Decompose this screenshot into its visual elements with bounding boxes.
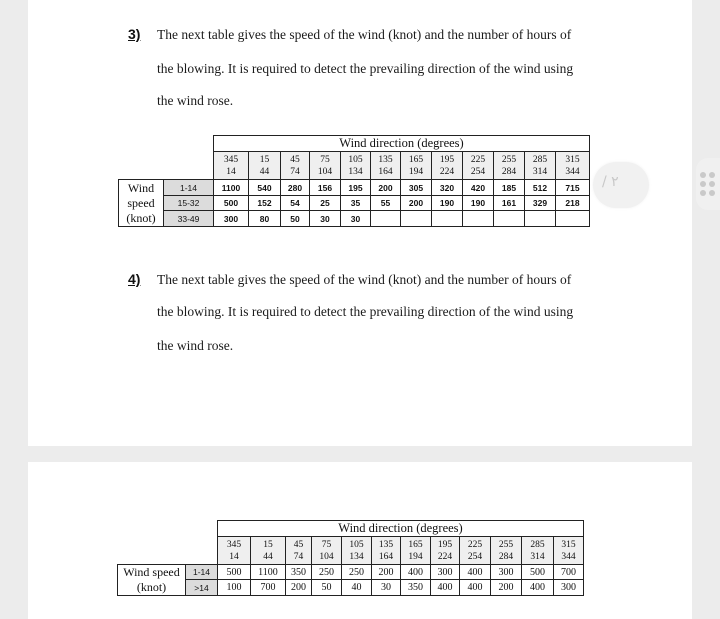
value-cell: 715: [556, 180, 590, 196]
value-cell: 40: [342, 580, 372, 596]
table-row: [119, 211, 590, 227]
value-cell: 30: [341, 211, 371, 227]
table-2-header: Wind direction (degrees): [218, 521, 584, 537]
value-cell: 80: [249, 211, 281, 227]
value-cell: 400: [431, 580, 460, 596]
value-cell: 54: [281, 196, 310, 211]
wind-table-1: [118, 135, 590, 227]
value-cell: 35: [341, 196, 371, 211]
question-4-line-3: the wind rose.: [157, 338, 234, 353]
direction-cell: 285 314: [522, 537, 554, 565]
table-2-direction-row: [118, 537, 584, 565]
value-cell: 55: [371, 196, 401, 211]
speed-range-cell: 33-49: [164, 211, 214, 227]
direction-cell: 345 14: [218, 537, 251, 565]
value-cell: 500: [214, 196, 249, 211]
direction-cell: 15 44: [251, 537, 286, 565]
value-cell: 30: [310, 211, 341, 227]
value-cell: 500: [522, 565, 554, 580]
value-cell: 305: [401, 180, 432, 196]
wind-table-2: [117, 520, 584, 596]
value-cell: 200: [372, 565, 401, 580]
direction-cell: 45 74: [281, 152, 310, 180]
page-indicator-text: / ٢: [602, 174, 619, 190]
value-cell: [401, 211, 432, 227]
grip-dot-icon: [700, 181, 706, 187]
value-cell: 300: [214, 211, 249, 227]
question-4-line-2: the blowing. It is required to detect the prevailing direction of the wind using: [157, 304, 574, 319]
value-cell: 512: [525, 180, 556, 196]
value-cell: 50: [281, 211, 310, 227]
direction-cell: 315 344: [556, 152, 590, 180]
grip-dot-icon: [700, 172, 706, 178]
value-cell: [525, 211, 556, 227]
direction-cell: 195 224: [432, 152, 463, 180]
value-cell: 250: [312, 565, 342, 580]
value-cell: 1100: [251, 565, 286, 580]
grip-dot-icon: [700, 190, 706, 196]
value-cell: 190: [463, 196, 494, 211]
value-cell: [494, 211, 525, 227]
value-cell: 300: [491, 565, 522, 580]
speed-range-cell: >14: [186, 580, 218, 596]
question-3-number: 3): [128, 26, 141, 42]
value-cell: 50: [312, 580, 342, 596]
question-3-line-1: The next table gives the speed of the wind (knot) and the number of hours of: [157, 27, 572, 42]
grip-dot-icon: [709, 190, 715, 196]
direction-cell: 105 134: [342, 537, 372, 565]
value-cell: 1100: [214, 180, 249, 196]
value-cell: 25: [310, 196, 341, 211]
direction-cell: 45 74: [286, 537, 312, 565]
value-cell: 350: [286, 565, 312, 580]
value-cell: 195: [341, 180, 371, 196]
table-row: [118, 565, 584, 580]
question-3-line-3: the wind rose.: [157, 93, 234, 108]
value-cell: 700: [251, 580, 286, 596]
value-cell: 185: [494, 180, 525, 196]
direction-cell: 195 224: [431, 537, 460, 565]
table-row: [118, 580, 584, 596]
table-row: [119, 180, 590, 196]
grip-dot-icon: [709, 172, 715, 178]
value-cell: 300: [554, 580, 584, 596]
value-cell: 700: [554, 565, 584, 580]
table-row: [119, 196, 590, 211]
table-1-direction-row: [119, 152, 590, 180]
value-cell: 320: [432, 180, 463, 196]
value-cell: [556, 211, 590, 227]
value-cell: 161: [494, 196, 525, 211]
value-cell: 200: [491, 580, 522, 596]
value-cell: 400: [460, 580, 491, 596]
question-3-line-2: the blowing. It is required to detect the prevailing direction of the wind using: [157, 61, 574, 76]
value-cell: 200: [371, 180, 401, 196]
value-cell: 100: [218, 580, 251, 596]
value-cell: 540: [249, 180, 281, 196]
table-1-header: Wind direction (degrees): [214, 136, 590, 152]
wind-speed-label: Wind speed (knot): [118, 565, 186, 596]
value-cell: 250: [342, 565, 372, 580]
value-cell: 152: [249, 196, 281, 211]
direction-cell: 225 254: [463, 152, 494, 180]
question-4-line-1: The next table gives the speed of the wind (knot) and the number of hours of: [157, 272, 572, 287]
direction-cell: 255 284: [491, 537, 522, 565]
speed-range-cell: 15-32: [164, 196, 214, 211]
value-cell: 400: [460, 565, 491, 580]
value-cell: 280: [281, 180, 310, 196]
direction-cell: 315 344: [554, 537, 584, 565]
value-cell: [432, 211, 463, 227]
drag-handle[interactable]: [696, 158, 720, 210]
value-cell: 200: [401, 196, 432, 211]
value-cell: 329: [525, 196, 556, 211]
value-cell: 30: [372, 580, 401, 596]
speed-range-cell: 1-14: [186, 565, 218, 580]
value-cell: 200: [286, 580, 312, 596]
value-cell: 218: [556, 196, 590, 211]
value-cell: 190: [432, 196, 463, 211]
direction-cell: 105 134: [341, 152, 371, 180]
value-cell: 300: [431, 565, 460, 580]
question-4-number: 4): [128, 271, 141, 287]
direction-cell: 75 104: [310, 152, 341, 180]
direction-cell: 135 164: [372, 537, 401, 565]
grip-dot-icon: [709, 181, 715, 187]
value-cell: 350: [401, 580, 431, 596]
value-cell: 400: [522, 580, 554, 596]
direction-cell: 285 314: [525, 152, 556, 180]
value-cell: 156: [310, 180, 341, 196]
direction-cell: 255 284: [494, 152, 525, 180]
value-cell: [463, 211, 494, 227]
value-cell: 400: [401, 565, 431, 580]
direction-cell: 135 164: [371, 152, 401, 180]
value-cell: 420: [463, 180, 494, 196]
direction-cell: 15 44: [249, 152, 281, 180]
direction-cell: 345 14: [214, 152, 249, 180]
direction-cell: 165 194: [401, 537, 431, 565]
wind-speed-label: Wind speed (knot): [119, 180, 164, 227]
value-cell: [371, 211, 401, 227]
direction-cell: 225 254: [460, 537, 491, 565]
direction-cell: 75 104: [312, 537, 342, 565]
value-cell: 500: [218, 565, 251, 580]
direction-cell: 165 194: [401, 152, 432, 180]
speed-range-cell: 1-14: [164, 180, 214, 196]
